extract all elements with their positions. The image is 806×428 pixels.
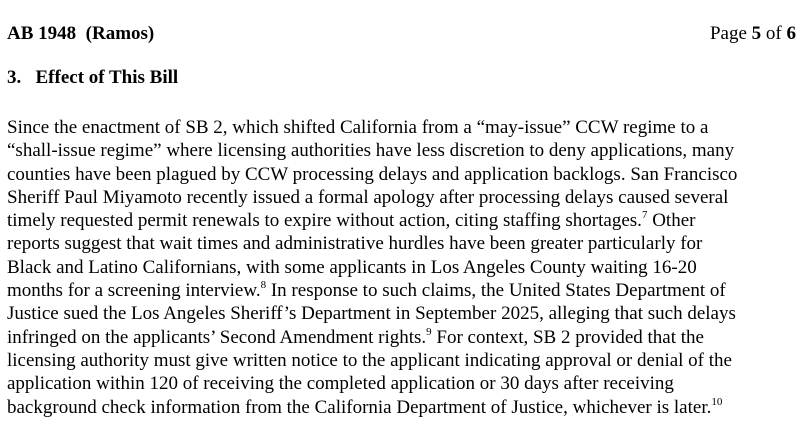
paragraph-line xyxy=(7,232,802,255)
section-heading xyxy=(7,66,178,90)
line-text-continued: Other xyxy=(647,210,696,232)
line-text: Sheriff Paul Miyamoto recently issued a formal apology after processing delays caused several xyxy=(7,186,729,208)
footnote-ref[interactable]: 10 xyxy=(711,395,723,408)
section-title: Effect of This Bill xyxy=(35,67,179,88)
page-current: 5 xyxy=(751,23,762,44)
line-text: background check information from the California Department of Justice, whichever is later. xyxy=(7,396,712,418)
footnote-ref[interactable]: 7 xyxy=(641,209,648,222)
line-text: months for a screening interview. xyxy=(7,280,261,302)
page-total: 6 xyxy=(786,23,796,44)
paragraph-line xyxy=(7,279,802,302)
paragraph-line xyxy=(7,372,802,395)
footnote-ref[interactable]: 8 xyxy=(260,279,267,292)
bill-identifier xyxy=(7,22,154,46)
line-text: timely requested permit renewals to expire without action, citing staffing shortages. xyxy=(7,210,642,232)
bill-author: (Ramos) xyxy=(85,23,155,44)
line-text: Justice sued the Los Angeles Sheriff’s Department in September 2025, alleging that such delays xyxy=(7,303,736,325)
line-text: infringed on the applicants’ Second Amendment rights. xyxy=(7,326,427,348)
paragraph-line xyxy=(7,349,802,372)
line-text: “shall-issue regime” where licensing authorities have less discretion to deny applications, many xyxy=(7,140,735,162)
line-text: reports suggest that wait times and administrative hurdles have been greater particularly for xyxy=(7,233,703,255)
paragraph-line xyxy=(7,326,802,349)
paragraph-line xyxy=(7,186,802,209)
paragraph-line xyxy=(7,116,802,139)
line-text: counties have been plagued by CCW processing delays and application backlogs. San Francisco xyxy=(7,163,738,185)
paragraph-line xyxy=(7,163,802,186)
paragraph-line xyxy=(7,139,802,162)
page-of: of xyxy=(765,23,782,44)
line-text: Since the enactment of SB 2, which shifted California from a “may-issue” CCW regime to a xyxy=(7,117,709,138)
bill-number: AB 1948 xyxy=(7,23,77,44)
page-word: Page xyxy=(709,23,747,44)
line-text: application within 120 of receiving the completed application or 30 days after receiving xyxy=(7,373,674,395)
page-header xyxy=(7,22,799,46)
page-indicator xyxy=(710,22,796,46)
line-text-continued: In response to such claims, the United States Department of xyxy=(266,280,726,302)
line-text: Black and Latino Californians, with some applicants in Los Angeles County waiting 16-20 xyxy=(7,256,697,278)
body-paragraph xyxy=(7,116,802,419)
paragraph-line xyxy=(7,396,802,419)
footnote-ref[interactable]: 9 xyxy=(426,325,432,338)
paragraph-line xyxy=(7,256,802,279)
paragraph-line xyxy=(7,209,802,232)
line-text-continued: For context, SB 2 provided that the xyxy=(431,326,704,348)
paragraph-line xyxy=(7,302,802,325)
section-number: 3. xyxy=(7,67,22,88)
line-text: licensing authority must give written notice to the applicant indicating approval or denial of the xyxy=(7,349,732,371)
